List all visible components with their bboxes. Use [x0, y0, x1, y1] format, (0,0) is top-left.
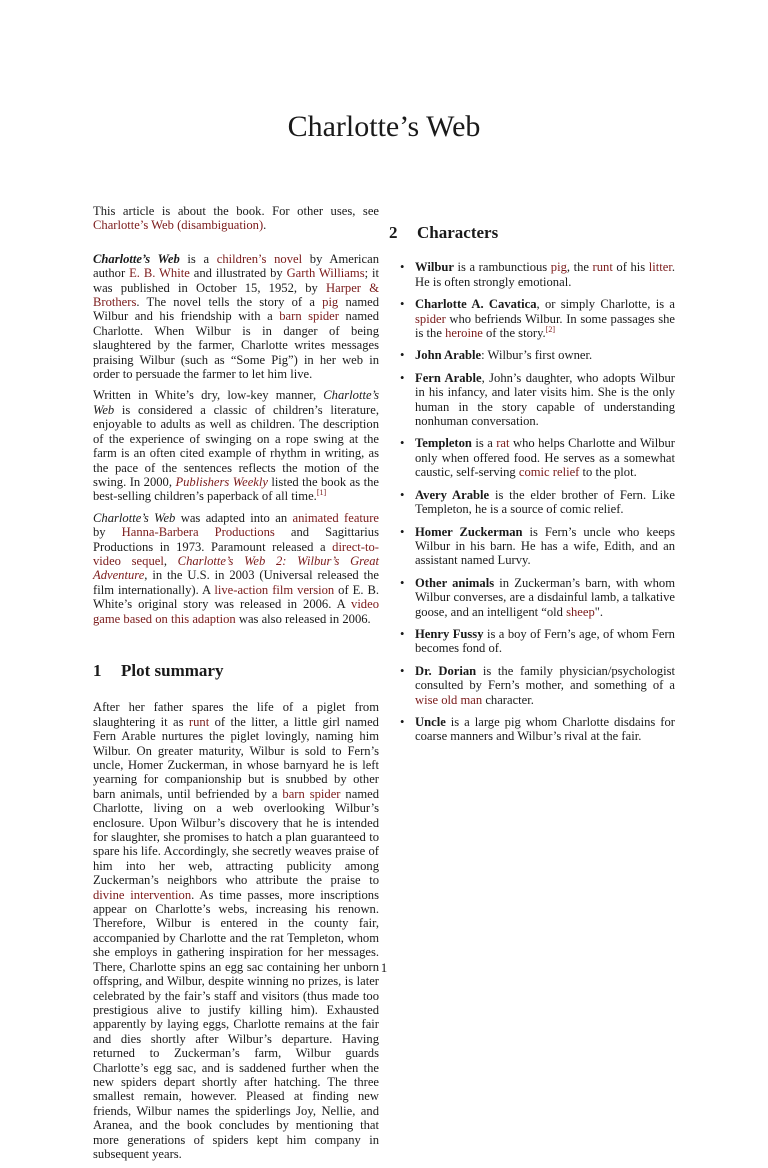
book-title-emphasis: Charlotte’s Web: [93, 251, 180, 266]
link-publishers-weekly[interactable]: Publishers Weekly: [175, 474, 268, 489]
hatnote: [93, 204, 379, 233]
text: Written in White’s dry, low-key manner,: [93, 388, 324, 403]
text: is a large pig whom Charlotte disdains for coarse manners and Wilbur’s rival at the fair.: [415, 714, 675, 744]
section-heading-characters: [389, 223, 675, 242]
link-heroine[interactable]: heroine: [445, 326, 483, 341]
disambiguation-link[interactable]: Charlotte’s Web (disambiguation): [93, 218, 264, 233]
citation-2[interactable]: [2]: [545, 324, 556, 334]
text: is a boy of Fern’s age, of whom Fern becomes fond of.: [415, 626, 675, 656]
left-column: [93, 204, 379, 1168]
text: , in the U.S. in 2003 (Universal released the film internationally). A: [93, 568, 379, 597]
text: of the litter, a little girl named Fern Arable nurtures the piglet lovingly, naming him Wilbur. On greater maturity, Wilbur is sold to Fern’s uncle, Homer Zuckerman, in whose barnyard he is left yearning for companionship but is snubbed by other barn animals, until befriended by a: [93, 714, 379, 801]
character-name: Wilbur: [415, 260, 454, 275]
list-item: [389, 664, 675, 707]
text: who befriends Wilbur. In some passages she is the: [415, 311, 675, 341]
text: : Wilbur’s first owner.: [481, 348, 593, 363]
text: is a: [179, 251, 217, 266]
link-barn-spider[interactable]: barn spider: [279, 309, 339, 324]
text: is considered a classic of children’s literature, enjoyable to adults as well as children. The description of the experience of swinging on a rope swing at the farm is an often cited example of rhythm in writing, as the pace of the sentences reflects the motion of the swing. In 2000,: [93, 402, 379, 489]
list-item: [389, 260, 675, 289]
link-pig[interactable]: pig: [322, 295, 339, 310]
book-title-italic: Charlotte’s Web: [93, 388, 379, 417]
list-item: [389, 436, 675, 479]
text: is a: [471, 436, 497, 451]
character-name: Fern Arable: [415, 370, 482, 385]
link-video-game[interactable]: video game based on this adaption: [93, 597, 379, 626]
page-number: 1: [380, 960, 388, 975]
link-garth-williams[interactable]: Garth Williams: [286, 266, 365, 281]
character-name: Henry Fussy: [415, 626, 484, 641]
link-wise-old-man[interactable]: wise old man: [415, 692, 483, 707]
list-item: [389, 297, 675, 340]
page-title: Charlotte’s Web: [287, 110, 481, 143]
character-name: Avery Arable: [415, 487, 490, 502]
bullet: •: [400, 487, 405, 502]
link-harper-brothers[interactable]: Harper & Brothers: [93, 280, 379, 310]
bullet: •: [400, 575, 405, 590]
bullet: •: [400, 370, 405, 385]
link-divine-intervention[interactable]: divine intervention: [93, 887, 192, 902]
intro-paragraph-2: [93, 388, 379, 503]
link-animated-feature[interactable]: animated feature: [292, 510, 379, 525]
section-heading-plot-summary: [93, 660, 379, 680]
section-title: Characters: [417, 223, 499, 242]
text: listed the book as the best-selling children’s paperback of all time.: [93, 474, 379, 504]
link-eb-white[interactable]: E. B. White: [129, 266, 190, 281]
text: was also released in 2006.: [235, 611, 371, 626]
link-comic-relief[interactable]: comic relief: [518, 465, 580, 480]
link-runt[interactable]: runt: [592, 260, 613, 275]
text: . The novel tells the story of a: [136, 295, 323, 310]
bullet: •: [400, 260, 405, 275]
list-item: [389, 348, 675, 362]
bullet: •: [400, 663, 405, 678]
character-name: Templeton: [415, 436, 472, 451]
hatnote-end: .: [263, 218, 267, 233]
list-item: [389, 627, 675, 656]
characters-list: [389, 260, 675, 743]
section-title: Plot summary: [121, 660, 224, 680]
text: in Zuckerman’s barn, with whom Wilbur converses, are a disdainful lamb, a talkative goose, and an intelligent “old: [415, 575, 675, 619]
text: character.: [482, 692, 534, 707]
link-barn-spider[interactable]: barn spider: [282, 786, 341, 801]
text: , the: [566, 260, 593, 275]
list-item: [389, 525, 675, 568]
intro-paragraph-1: [93, 252, 379, 382]
link-pig[interactable]: pig: [550, 260, 567, 275]
text: by: [93, 525, 122, 540]
text: is a rambunctious: [453, 260, 551, 275]
link-spider[interactable]: spider: [415, 311, 446, 326]
list-item: [389, 371, 675, 429]
bullet: •: [400, 436, 405, 451]
bullet: •: [400, 348, 405, 363]
hatnote-text: This article is about the book. For other uses, see: [93, 204, 379, 218]
citation-1[interactable]: [1]: [316, 488, 327, 498]
right-column: [389, 204, 675, 752]
text: of the story.: [482, 326, 546, 341]
link-sheep[interactable]: sheep: [566, 604, 595, 619]
link-childrens-novel[interactable]: children’s novel: [216, 251, 303, 266]
text: and illustrated by: [189, 266, 287, 281]
text: , John’s daughter, who adopts Wilbur in his infancy, and later visits him. She is the only human in the story capable of understanding nonhuman conversation.: [415, 370, 675, 429]
text: by American author: [93, 251, 379, 281]
character-name: John Arable: [415, 348, 482, 363]
text: was adapted into an: [175, 510, 293, 525]
intro-paragraph-3: [93, 511, 379, 626]
bullet: •: [400, 524, 405, 539]
text: , or simply Charlotte, is a: [536, 297, 675, 312]
text: After her father spares the life of a piglet from slaughtering it as: [93, 700, 379, 729]
text: to the plot.: [579, 465, 637, 480]
text: of E. B. White’s original story was released in 2006. A: [93, 582, 379, 612]
character-name: Homer Zuckerman: [415, 524, 523, 539]
book-title-italic: Charlotte’s Web: [93, 510, 176, 525]
section-number: 2: [389, 223, 398, 242]
text: who helps Charlotte and Wilbur only when offered food. He serves as a somewhat caustic, self-serving: [415, 436, 675, 480]
character-name: Uncle: [415, 714, 446, 729]
text: named Wilbur and his friendship with a: [93, 295, 380, 324]
bullet: •: [400, 297, 405, 312]
link-litter[interactable]: litter: [648, 260, 672, 275]
link-runt[interactable]: runt: [188, 714, 210, 729]
list-item: [389, 715, 675, 744]
text: named Charlotte. When Wilbur is in danger of being slaughtered by the farmer, Charlotte writes messages praising Wilbur (such as “Some Pig”) in her web in order to persuade the farmer to let him live.: [93, 309, 380, 382]
character-name: Charlotte A. Cavatica: [415, 297, 537, 312]
text: . As time passes, more inscriptions appear on Charlotte’s webs, increasing his renown. Therefore, Wilbur is entered in the county fair, accompanied by Charlotte and the rat Templeton, whom she employs in gathering inspiration for her messages. There, Charlotte spins an egg sac containing her unborn offspring, and Wilbur, despite winning no prizes, is later celebrated by the fair’s staff and visitors (thus made too prestigious alive to justify killing him). Exhausted apparently by laying eggs, Charlotte remains at the fair and dies shortly after Wilbur’s departure. Having returned to Zuckerman’s farm, Wilbur guards Charlotte’s egg sac, and is saddened further when the new spiders depart shortly after hatching. The three smallest remain, however. Pleased at finding new friends, Wilbur names the spiderlings Joy, Nellie, and Aranea, and the book concludes by mentioning that more generations of spiders kept him company in subsequent years.: [93, 887, 379, 1161]
text: . He is often strongly emotional.: [415, 260, 675, 289]
list-item: [389, 488, 675, 517]
character-name: Dr. Dorian: [415, 663, 477, 678]
section-number: 1: [93, 660, 102, 680]
character-name: Other animals: [415, 575, 495, 590]
link-hanna-barbera[interactable]: Hanna-Barbera Productions: [121, 525, 275, 540]
plot-paragraph: [93, 700, 379, 1161]
link-live-action-film[interactable]: live-action film version: [214, 582, 335, 597]
bullet: •: [400, 626, 405, 641]
text: is the family physician/psychologist consulted by Fern’s mother, and something of a: [415, 663, 675, 693]
link-charlottes-web-2[interactable]: Charlotte’s Web 2: Wilbur’s Great Adventure: [93, 553, 379, 583]
text: ".: [594, 604, 604, 619]
text: and Sagittarius Productions in 1973. Paramount released a: [93, 525, 379, 554]
text: of his: [612, 260, 649, 275]
text: is the elder brother of Fern. Like Templeton, he is a source of comic relief.: [415, 487, 675, 517]
link-direct-to-video-sequel[interactable]: direct-to-video sequel: [93, 539, 379, 568]
list-item: [389, 576, 675, 619]
link-rat[interactable]: rat: [496, 436, 510, 451]
text: ,: [163, 553, 178, 568]
bullet: •: [400, 714, 405, 729]
text: ; it was published in October 15, 1952, by: [93, 266, 379, 295]
text: named Charlotte, living on a web overlooking Wilbur’s enclosure. Upon Wilbur’s discovery that he is intended for slaughter, she promises to hatch a plan guaranteed to spare his life. Accordingly, she secretly weaves praise of him into her web, attracting publicity among Zuckerman’s neighbors who attribute the praise to: [93, 786, 379, 888]
text: is Fern’s uncle who keeps Wilbur in his barn. He has a wife, Edith, and an assistant named Lurvy.: [415, 524, 675, 568]
